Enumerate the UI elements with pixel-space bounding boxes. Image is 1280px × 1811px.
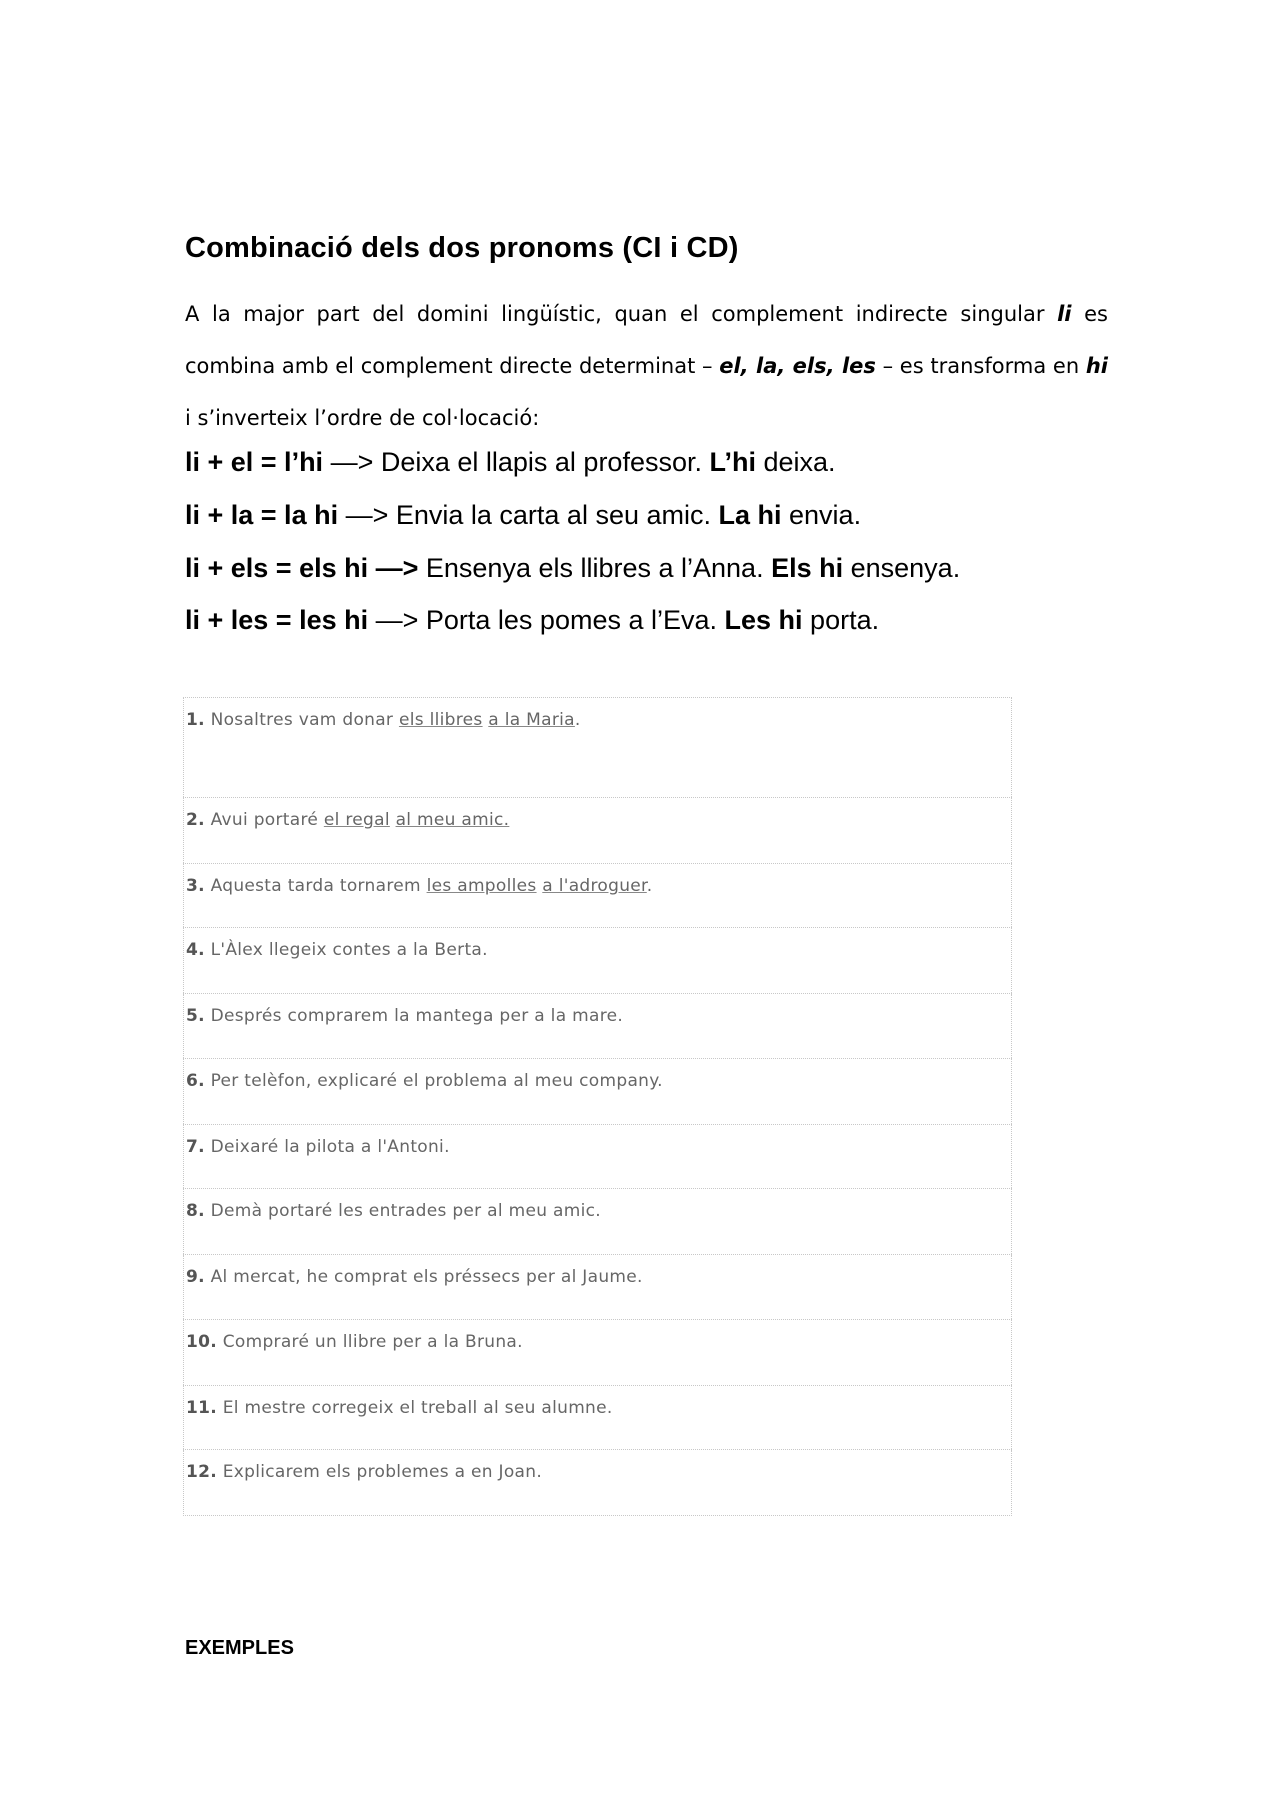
exercise-cell — [184, 1255, 1012, 1320]
exercise-number: 3. — [186, 876, 205, 896]
underlined-cd: les ampolles — [426, 876, 537, 896]
rule-line — [185, 605, 879, 636]
rule-formula: li + els = els hi —> — [185, 553, 419, 583]
exercise-cell — [184, 1386, 1012, 1450]
exercise-text: Al mercat, he comprat els préssecs per al Jaume. — [204, 1267, 643, 1287]
intro-text-4: i s’inverteix l’ordre de col·locació: — [185, 406, 540, 430]
rule-formula: li + el = l’hi — [185, 447, 324, 477]
rule-formula: li + les = les hi — [185, 605, 369, 635]
exercise-cell — [184, 1059, 1012, 1125]
underlined-cd: el regal — [323, 810, 390, 830]
exercise-number: 4. — [186, 940, 205, 960]
table-row — [184, 994, 1012, 1059]
exercise-cell — [184, 1125, 1012, 1189]
rule-answer: Els hi — [771, 553, 844, 583]
rule-line — [185, 500, 861, 531]
underlined-cd: els llibres — [398, 710, 483, 730]
exercise-text: Explicarem els problemes a en Joan. — [217, 1462, 543, 1482]
exercise-number: 7. — [186, 1137, 205, 1157]
rule-verb: deixa. — [756, 447, 836, 477]
exercise-end: . — [646, 876, 653, 896]
rule-answer: L’hi — [709, 447, 756, 477]
exercise-number: 10. — [186, 1332, 218, 1352]
rule-example: —> Porta les pomes a l’Eva. — [368, 605, 725, 635]
exercise-cell — [184, 1189, 1012, 1255]
exercise-cell — [184, 1450, 1012, 1516]
intro-forms: el, la, els, les — [719, 354, 876, 378]
exercise-cell — [184, 864, 1012, 928]
table-row — [184, 1320, 1012, 1386]
exercise-table — [183, 697, 1012, 1516]
exercise-text: Després comprarem la mantega per a la mare. — [204, 1006, 624, 1026]
intro-text-1: A la major part del domini lingüístic, quan el complement indirecte singular — [185, 302, 1058, 326]
intro-li: li — [1057, 302, 1072, 326]
table-row — [184, 1450, 1012, 1516]
rule-answer: La hi — [718, 500, 782, 530]
intro-hi: hi — [1085, 354, 1108, 378]
exercise-cell — [184, 1320, 1012, 1386]
table-row — [184, 1125, 1012, 1189]
table-row — [184, 928, 1012, 994]
underlined-ci: al meu amic. — [395, 810, 510, 830]
rule-verb: envia. — [781, 500, 862, 530]
rule-line — [185, 553, 960, 584]
page-title: Combinació dels dos pronoms (CI i CD) — [185, 232, 739, 264]
intro-paragraph — [185, 288, 1108, 444]
exercise-text: Avui portaré — [204, 810, 324, 830]
underlined-ci: a la Maria — [488, 710, 575, 730]
exercise-number: 1. — [186, 710, 205, 730]
exercise-text: Nosaltres vam donar — [204, 710, 399, 730]
rule-example: Ensenya els llibres a l’Anna. — [418, 553, 772, 583]
exercise-text: Per telèfon, explicaré el problema al meu company. — [204, 1071, 663, 1091]
table-row — [184, 798, 1012, 864]
exercise-cell — [184, 928, 1012, 994]
rule-verb: porta. — [802, 605, 880, 635]
table-row — [184, 1189, 1012, 1255]
rule-example: —> Envia la carta al seu amic. — [338, 500, 719, 530]
exercise-text: L'Àlex llegeix contes a la Berta. — [204, 940, 488, 960]
exercise-number: 11. — [186, 1398, 218, 1418]
exercise-number: 6. — [186, 1071, 205, 1091]
table-row — [184, 698, 1012, 798]
exercise-text: El mestre corregeix el treball al seu alumne. — [217, 1398, 613, 1418]
exemples-heading: EXEMPLES — [185, 1637, 294, 1659]
rule-line — [185, 447, 836, 478]
exercise-cell — [184, 994, 1012, 1059]
exercise-number: 12. — [186, 1462, 218, 1482]
exercise-text: Aquesta tarda tornarem — [204, 876, 427, 896]
exercise-number: 5. — [186, 1006, 205, 1026]
exercise-text: Demà portaré les entrades per al meu amic. — [204, 1201, 601, 1221]
rule-formula: li + la = la hi — [185, 500, 339, 530]
exercise-end: . — [574, 710, 581, 730]
rule-verb: ensenya. — [843, 553, 961, 583]
intro-text-3: – es transforma en — [875, 354, 1086, 378]
table-row — [184, 1255, 1012, 1320]
exercise-number: 8. — [186, 1201, 205, 1221]
exercise-text: Deixaré la pilota a l'Antoni. — [204, 1137, 450, 1157]
rule-example: —> Deixa el llapis al professor. — [323, 447, 710, 477]
intro-text-2: es combina amb el complement directe determinat – — [185, 302, 1108, 378]
exercise-number: 9. — [186, 1267, 205, 1287]
underlined-ci: a l'adroguer — [542, 876, 647, 896]
table-row — [184, 1059, 1012, 1125]
table-row — [184, 1386, 1012, 1450]
table-row — [184, 864, 1012, 928]
exercise-cell — [184, 798, 1012, 864]
exercise-cell — [184, 698, 1012, 798]
exercise-text: Compraré un llibre per a la Bruna. — [217, 1332, 523, 1352]
exercise-number: 2. — [186, 810, 205, 830]
rule-answer: Les hi — [724, 605, 803, 635]
